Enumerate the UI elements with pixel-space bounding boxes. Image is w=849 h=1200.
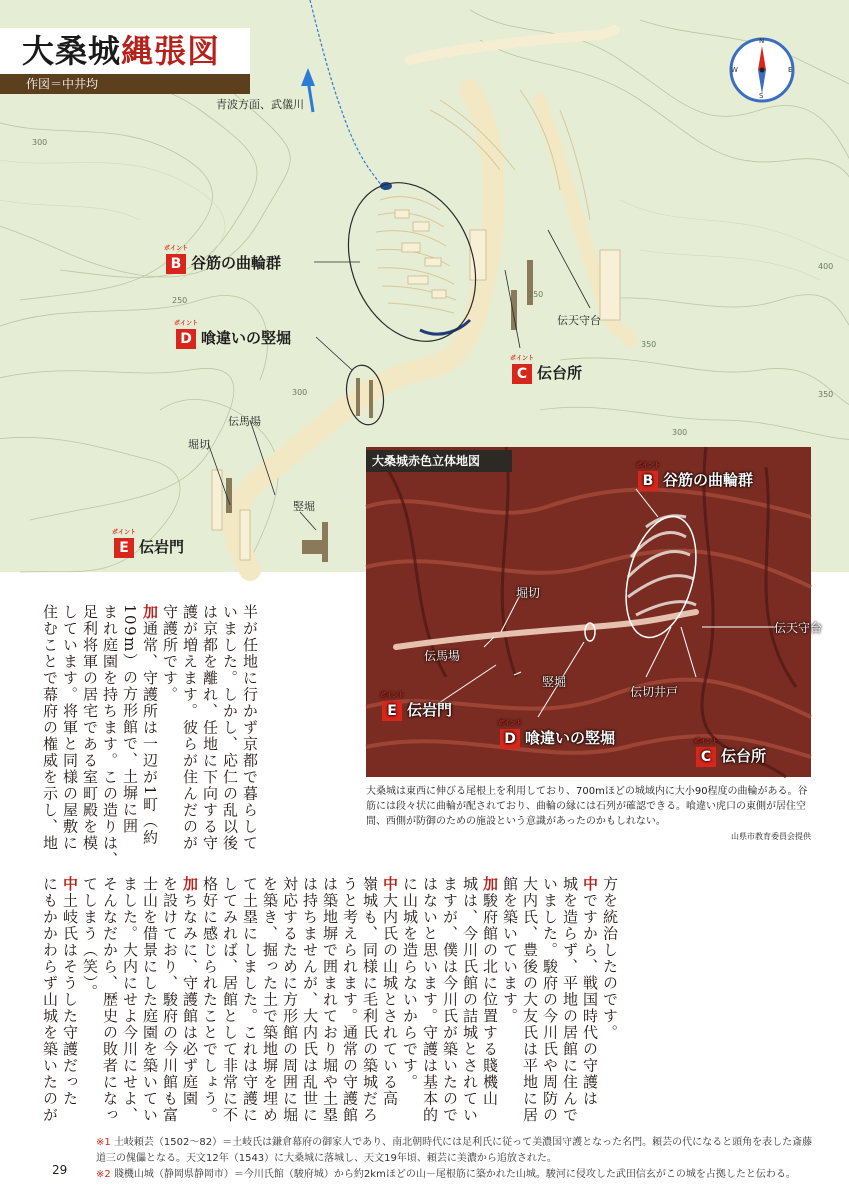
point-letter: C [700, 748, 712, 765]
body-paragraph: しています。将軍と同様の屋敷に [61, 604, 79, 852]
caption-text: 大桑城は東西に伸びる尾根上を利用しており、700mほどの城域内に大小90程度の曲輪がある。谷筋には段々状に曲輪が配されており、曲輪の縁には石列が確認できる。喰違い虎口の東側が居住空間、西側が防御のための施設という意識があったのかもしれない。 [366, 786, 808, 827]
point-kana: ポイント [380, 691, 405, 699]
body-paragraph: 城を造らず、平地の居館に住んで [561, 876, 579, 1124]
point-c-badge [510, 354, 535, 384]
body-paragraph: 嶺城も、同様に毛利氏の築城だろ [361, 876, 379, 1124]
contour-label: 300 [32, 138, 48, 147]
body-paragraph: はないと思います。守護は基本的 [421, 876, 439, 1124]
body-paragraph: そんなだから、歴史の敗者になっ [101, 876, 119, 1124]
body-paragraph: は持ちませんが、大内氏は乱世に [301, 876, 319, 1124]
contour-label: 350 [641, 340, 657, 349]
point-kana: ポイント [694, 737, 719, 745]
body-paragraph: 対応するために方形館の周囲に堀 [281, 876, 299, 1124]
point-letter: D [180, 330, 192, 347]
relief-ido-label: 伝切井戸 [630, 685, 679, 699]
body-paragraph: 大内氏の山城とされている高 [381, 892, 399, 1107]
umaba-label: 伝馬場 [228, 415, 261, 428]
body-paragraph: ました。大内にせよ今川にせよ、 [121, 876, 139, 1124]
point-kana: ポイント [510, 354, 535, 362]
point-kana: ポイント [112, 528, 137, 536]
tenshu-label: 伝天守台 [557, 314, 601, 327]
body-paragraph: 半が任地に行かず京都で暮らして [241, 604, 259, 852]
body-paragraph: 住むことで幕府の権威を示し、地 [41, 604, 59, 852]
contour-label: 250 [528, 290, 544, 299]
point-e-badge [380, 691, 405, 721]
compass-west: W [731, 66, 738, 74]
body-paragraph: ちなみに、守護館は必ず庭園 [181, 892, 199, 1107]
body-paragraph: 士山を借景にした庭園を築いてい [141, 876, 159, 1124]
title-main-text: 大桑城 [22, 32, 122, 70]
page-title [0, 28, 250, 74]
point-e-label [112, 528, 185, 558]
point-kana: ポイント [636, 461, 661, 469]
point-d-label [174, 319, 292, 349]
map-title [0, 28, 250, 94]
footnote-text: 土岐頼芸（1502〜82）＝土岐氏は鎌倉幕府の御家人であり、南北朝時代には足利氏に従って美濃国守護となった名門。頼芸の代になると頭角を表した斎藤道三の傀儡となる。天文12年（1543）に大桑城に落城し、天文19年頃、頼芸に美濃から追放された。 [96, 1137, 813, 1164]
relief-umaba-label: 伝馬場 [424, 649, 461, 663]
point-kana: ポイント [174, 319, 199, 327]
body-paragraph: 足利将軍の居宅である室町殿を模 [81, 604, 99, 852]
body-paragraph: ますが、僕は今川氏が築いたので [441, 876, 459, 1124]
compass-south: S [759, 92, 764, 100]
speaker-mark: 中 [61, 876, 79, 893]
footnote-text: 賤機山城（静岡県静岡市）＝今川氏館（駿府城）から約2kmほどの山－尾根筋に築かれた山城。駿河に侵攻した武田信玄がこの城を占拠したと伝わる。 [113, 1169, 796, 1180]
point-kana: ポイント [164, 244, 189, 252]
body-text-upper [40, 604, 260, 874]
footnote [96, 1135, 816, 1167]
speaker-mark: 中 [581, 876, 599, 893]
point-e-name: 伝岩門 [407, 701, 453, 719]
compass-east: E [788, 66, 793, 74]
relief-tatebori-label: 竪堀 [542, 675, 567, 689]
map-credit: 作図＝中井均 [0, 74, 250, 94]
speaker-mark: 加 [141, 604, 159, 621]
contour-label: 300 [292, 388, 308, 397]
relief-map-title: 大桑城赤色立体地図 [366, 450, 512, 472]
speaker-mark: 加 [181, 876, 199, 893]
footnote-mark: ※2 [96, 1169, 111, 1180]
point-b-badge [636, 461, 661, 491]
relief-point-c [694, 737, 767, 767]
body-paragraph: ですから、戦国時代の守護は [581, 892, 599, 1107]
compass-north: N [759, 37, 765, 45]
point-kana: ポイント [498, 719, 523, 727]
contour-label: 250 [172, 296, 188, 305]
body-paragraph: 城は、今川氏館の詰城とされてい [461, 876, 479, 1124]
body-paragraph: いました。駿府の今川氏や周防の [541, 876, 559, 1124]
relief-point-b [636, 461, 754, 491]
point-c-label [510, 354, 583, 384]
point-letter: B [642, 472, 654, 489]
body-paragraph: 109m）の方形館で、土塀に囲 [121, 604, 139, 835]
map-caption [366, 784, 811, 844]
point-e-name: 伝岩門 [139, 538, 185, 556]
point-letter: E [119, 539, 129, 556]
point-b-badge [164, 244, 189, 274]
body-paragraph: てしまう（笑）。 [81, 876, 99, 1001]
title-accent-text: 縄張図 [121, 32, 221, 70]
tatebori-label: 竪堀 [293, 500, 315, 513]
body-paragraph: 方を統治したのです。 [601, 876, 619, 1041]
body-paragraph: 館を築いています。 [501, 876, 519, 1025]
contour-label: 400 [818, 262, 834, 271]
relief-point-e [380, 691, 453, 721]
point-b-label [164, 244, 282, 274]
body-paragraph: て土塁にしました。これは守護に [241, 876, 259, 1124]
point-c-name: 伝台所 [537, 364, 583, 382]
contour-label: 300 [672, 428, 688, 437]
body-paragraph: いました。しかし、応仁の乱以後 [221, 604, 239, 852]
body-paragraph: は京都を離れ、任地に下向する守 [201, 604, 219, 852]
footnote [96, 1167, 816, 1183]
body-paragraph: にもかかわらず山城を築いたのが [41, 876, 59, 1124]
point-e-badge [112, 528, 137, 558]
red-relief-map [366, 447, 823, 777]
speaker-mark: 中 [381, 876, 399, 893]
point-letter: B [170, 255, 182, 272]
contour-label: 350 [818, 390, 834, 399]
point-letter: E [387, 702, 397, 719]
body-paragraph: うと考えられます。通常の守護館 [341, 876, 359, 1124]
body-paragraph: を築き、掘った土で築地塀を埋め [261, 876, 279, 1124]
point-letter: D [504, 730, 516, 747]
point-letter: C [516, 365, 528, 382]
body-paragraph: 護が増えます。彼らが住んだのが [181, 604, 199, 852]
body-paragraph: 格好に感じられたことでしょう。 [201, 876, 219, 1124]
relief-horikiri-label: 堀切 [516, 586, 541, 600]
relief-point-d [498, 719, 616, 749]
body-paragraph: 大内氏、豊後の大友氏は平地に居 [521, 876, 539, 1124]
body-paragraph: に山城を造らないからです。 [401, 876, 419, 1091]
body-paragraph: を設けており、駿府の今川館も富 [161, 876, 179, 1124]
caption-credit: 山県市教育委員会提供 [731, 832, 811, 841]
relief-tenshu-label: 伝天守台 [774, 621, 823, 635]
footnote-mark: ※1 [96, 1137, 111, 1148]
body-paragraph: まれ庭園を持ちます。この造りは、 [101, 604, 119, 868]
horikiri-label: 堀切 [188, 438, 210, 451]
point-b-name: 谷筋の曲輪群 [663, 471, 754, 489]
footnotes [96, 1135, 816, 1183]
point-d-name: 喰違いの竪堀 [201, 329, 292, 347]
speaker-mark: 加 [481, 876, 499, 893]
point-d-name: 喰違いの竪堀 [525, 729, 616, 747]
body-paragraph: 守護所です。 [161, 604, 179, 703]
point-b-name: 谷筋の曲輪群 [191, 254, 282, 272]
point-c-name: 伝台所 [721, 747, 767, 765]
body-paragraph: 通常、守護所は一辺が1町（約 [141, 620, 159, 847]
point-c-badge [694, 737, 719, 767]
body-paragraph: 駿府館の北に位置する賤機山 [481, 892, 499, 1107]
body-paragraph: 土岐氏はそうした守護だった [61, 892, 79, 1107]
body-paragraph: は築地塀で囲まれており堀や土塁 [321, 876, 339, 1124]
point-d-badge [498, 719, 523, 749]
point-d-badge [174, 319, 199, 349]
body-paragraph: してみれば、居館として非常に不 [221, 876, 239, 1124]
north-direction-note: 青波方面、武儀川 [216, 98, 304, 111]
page-number: 29 [52, 1163, 68, 1177]
body-text-lower [40, 876, 620, 1131]
